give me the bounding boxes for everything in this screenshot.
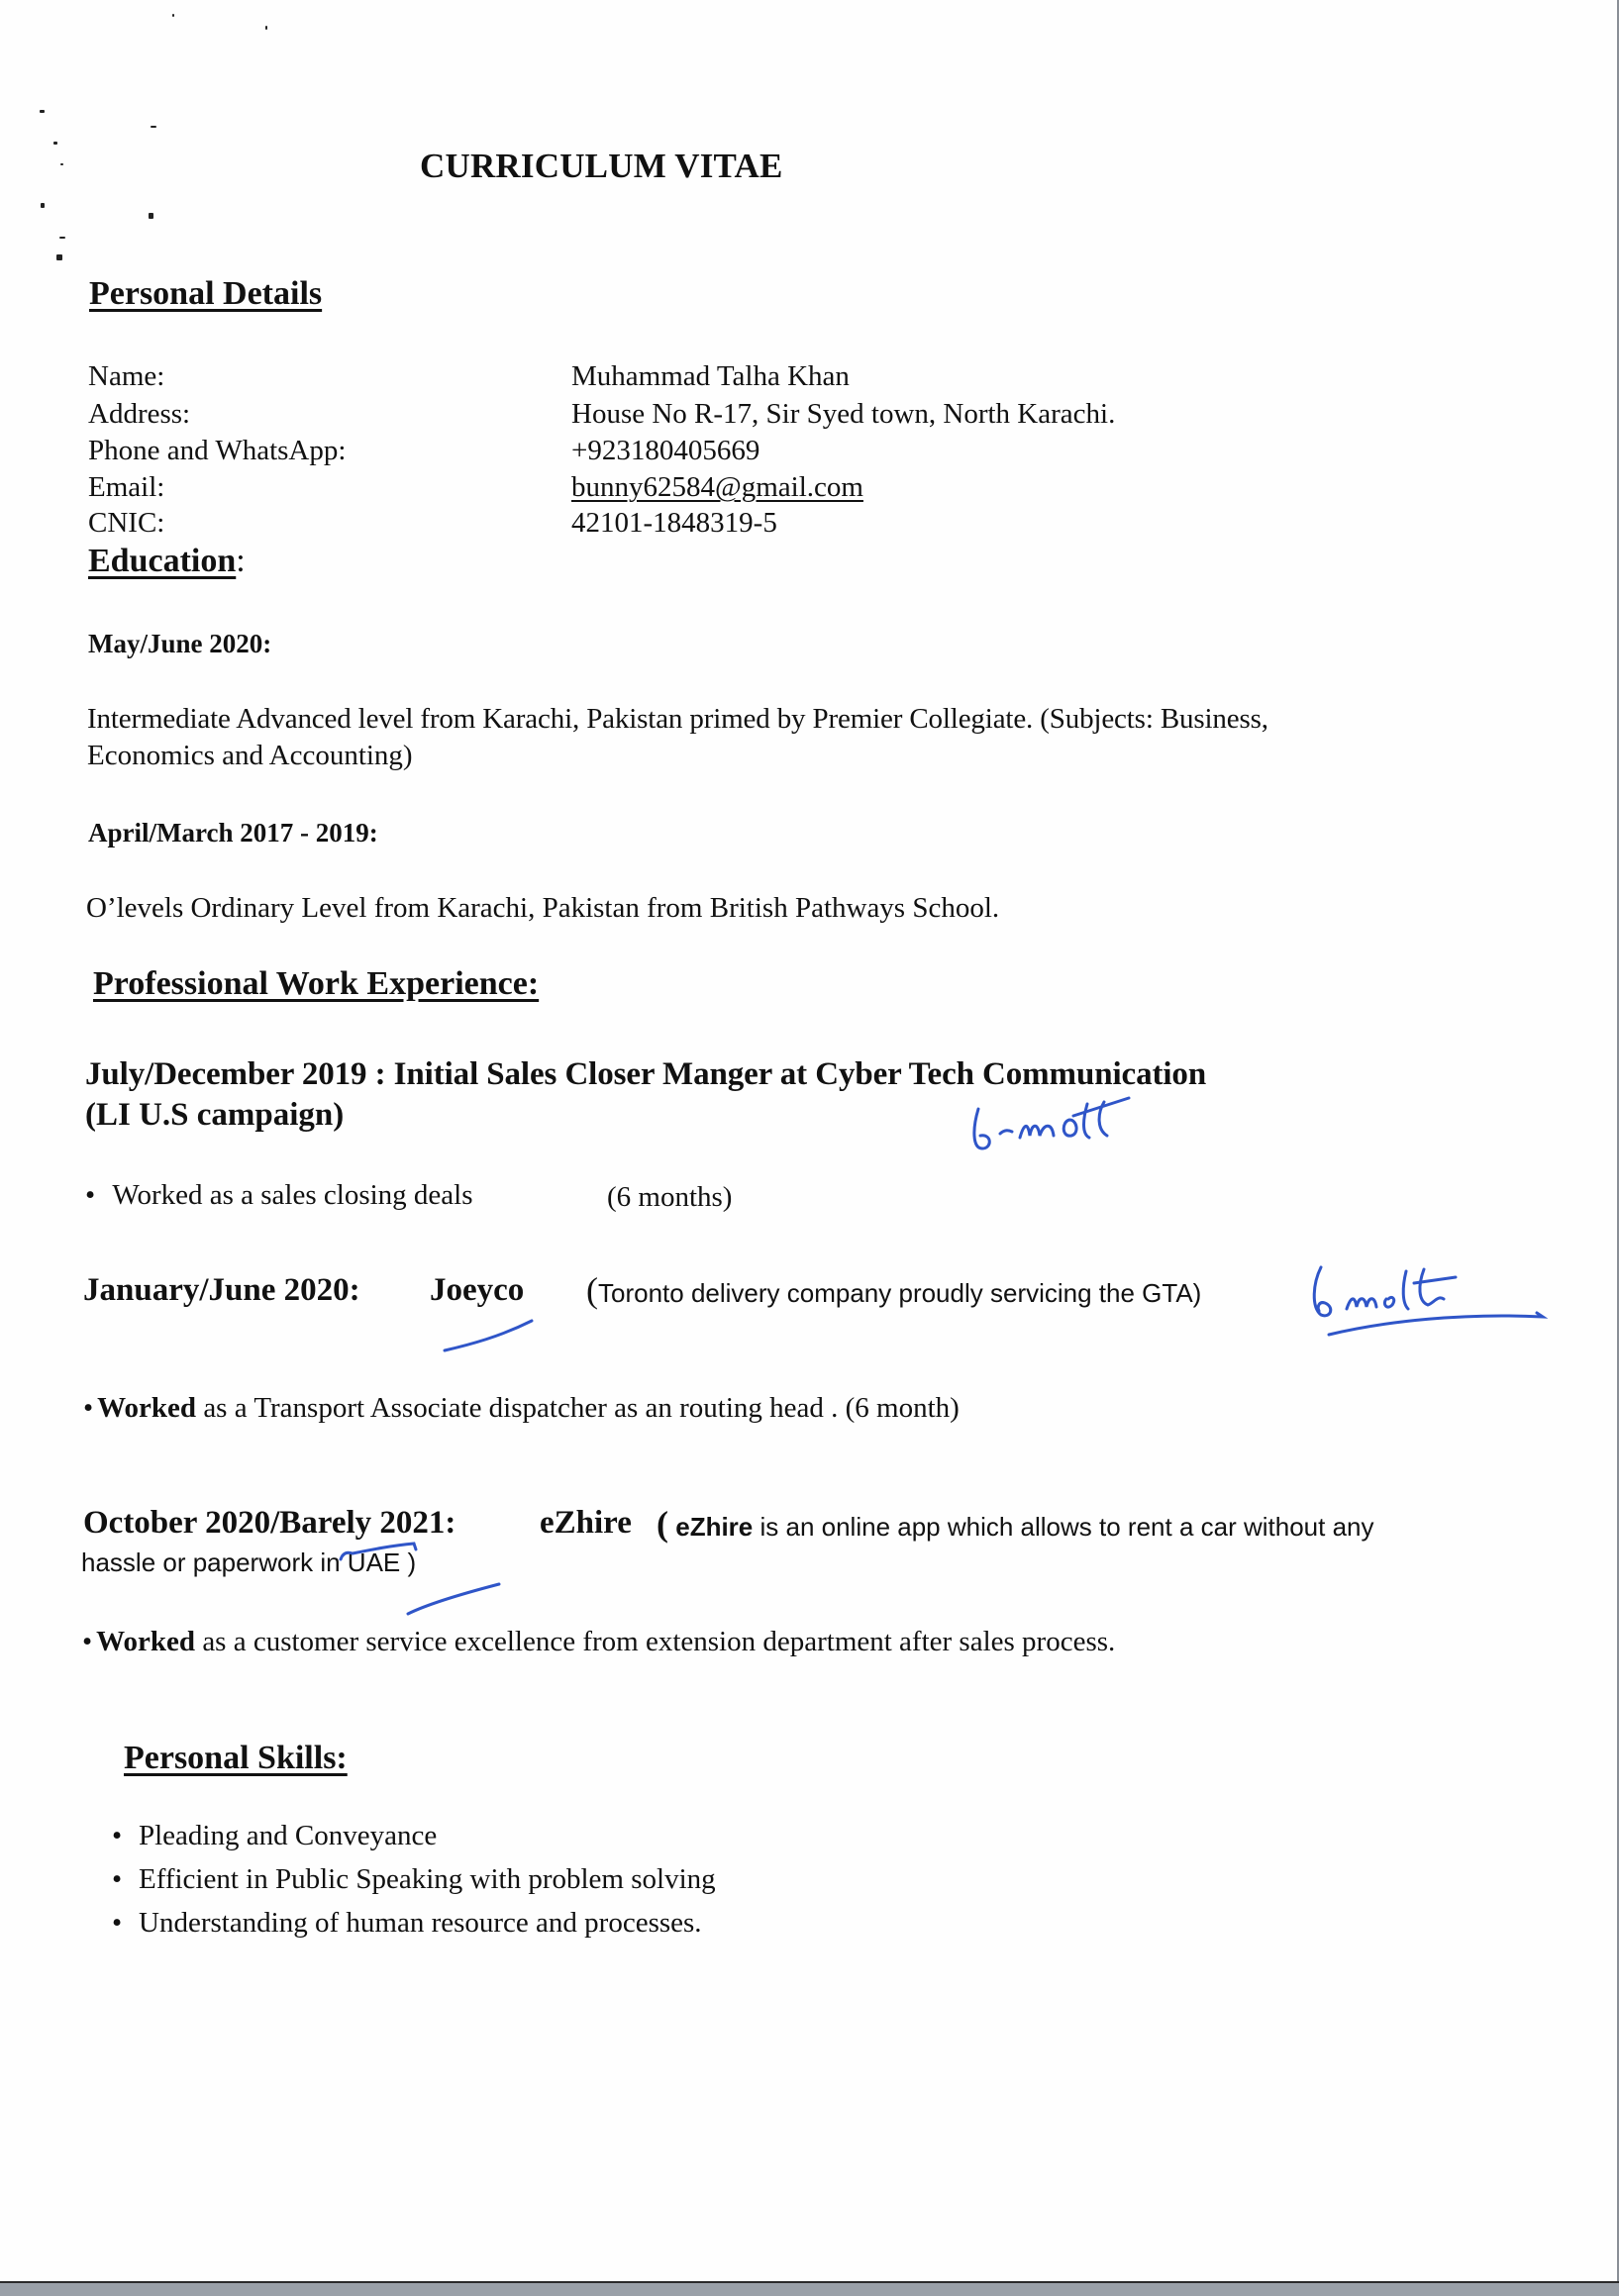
bullet-dot: • xyxy=(112,1907,123,1939)
cnic-value: 42101-1848319-5 xyxy=(571,507,777,539)
handwritten-note-6-months-2 xyxy=(1307,1259,1555,1344)
education-date-1: May/June 2020: xyxy=(88,629,272,658)
skill-text: Efficient in Public Speaking with problem solving xyxy=(139,1863,716,1895)
experience-2-paren: ( xyxy=(586,1270,598,1310)
experience-1-duration: (6 months) xyxy=(607,1181,733,1213)
education-desc-1-line-1: Intermediate Advanced level from Karachi, Pakistan primed by Premier Collegiate. (Subjects: Business, xyxy=(87,703,1268,735)
experience-2-bullet-bold: Worked xyxy=(97,1392,197,1424)
experience-2-description-text: Toronto delivery company proudly servicing the GTA) xyxy=(598,1278,1202,1308)
document-title: CURRICULUM VITAE xyxy=(420,147,783,185)
name-value: Muhammad Talha Khan xyxy=(571,360,850,392)
experience-1-bullet xyxy=(85,1181,473,1210)
experience-3-paren: ( xyxy=(657,1504,668,1544)
education-date-2: April/March 2017 - 2019: xyxy=(88,818,378,848)
education-heading xyxy=(88,545,246,578)
skill-item xyxy=(112,1814,716,1857)
bullet-dot: • xyxy=(112,1863,123,1895)
bullet-dot: • xyxy=(112,1820,123,1851)
experience-3-bullet xyxy=(82,1628,1115,1656)
experience-2-company: Joeyco xyxy=(430,1272,525,1308)
experience-2-description xyxy=(586,1272,1201,1308)
scan-speck xyxy=(60,163,63,165)
scan-speck xyxy=(59,237,65,239)
scan-speck xyxy=(151,126,156,128)
email-label: Email: xyxy=(88,471,165,503)
experience-3-company: eZhire xyxy=(540,1505,632,1541)
scan-speck xyxy=(172,14,174,17)
skill-text: Understanding of human resource and processes. xyxy=(139,1907,702,1939)
personal-details-heading: Personal Details xyxy=(89,275,323,312)
bullet-dot: • xyxy=(82,1626,93,1657)
experience-3-description xyxy=(657,1506,1374,1542)
skills-list xyxy=(112,1814,716,1945)
education-desc-2: O’levels Ordinary Level from Karachi, Pakistan from British Pathways School. xyxy=(86,892,1000,924)
experience-3-description-line-1: is an online app which allows to rent a car without any xyxy=(753,1512,1374,1542)
handwritten-note-6-months-1 xyxy=(970,1094,1139,1163)
skill-item xyxy=(112,1901,716,1945)
experience-3-date: October 2020/Barely 2021: xyxy=(83,1505,456,1541)
experience-2-bullet xyxy=(83,1394,960,1423)
handwritten-mark-barely xyxy=(333,1540,432,1574)
address-label: Address: xyxy=(88,398,191,430)
education-heading-text: Education xyxy=(88,543,237,579)
experience-2-date: January/June 2020: xyxy=(83,1272,360,1308)
education-heading-colon: : xyxy=(236,543,246,579)
address-value: House No R-17, Sir Syed town, North Karachi. xyxy=(571,398,1116,430)
cnic-label: CNIC: xyxy=(88,507,165,539)
scan-speck xyxy=(149,213,153,219)
experience-3-bullet-text: as a customer service excellence from extension department after sales process. xyxy=(195,1626,1116,1657)
experience-3-bullet-bold: Worked xyxy=(96,1626,196,1657)
skill-item xyxy=(112,1857,716,1901)
experience-heading: Professional Work Experience: xyxy=(93,965,540,1002)
scan-speck xyxy=(265,26,267,30)
experience-2-bullet-text: as a Transport Associate dispatcher as an routing head . (6 month) xyxy=(196,1392,960,1424)
scanner-edge-band xyxy=(0,2281,1619,2296)
scan-speck xyxy=(41,203,45,208)
handwritten-tick-joeyco xyxy=(441,1317,550,1361)
phone-value: +923180405669 xyxy=(571,435,760,466)
handwritten-tick-ezhire xyxy=(404,1580,503,1625)
experience-3-description-line-2: hassle or paperwork in UAE ) xyxy=(81,1547,417,1577)
education-desc-1-line-2: Economics and Accounting) xyxy=(87,740,413,771)
skill-text: Pleading and Conveyance xyxy=(139,1820,438,1851)
email-link[interactable]: bunny62584@gmail.com xyxy=(571,471,863,503)
bullet-dot: • xyxy=(83,1392,94,1424)
experience-1-header-line-2: (LI U.S campaign) xyxy=(85,1097,345,1133)
experience-1-bullet-text: Worked as a sales closing deals xyxy=(112,1179,473,1211)
skills-heading: Personal Skills: xyxy=(124,1740,348,1776)
experience-1-header-line-1: July/December 2019 : Initial Sales Closer Manger at Cyber Tech Communication xyxy=(85,1056,1207,1092)
name-label: Name: xyxy=(88,360,165,392)
scan-speck xyxy=(53,142,57,145)
scan-speck xyxy=(40,110,45,113)
scan-speck xyxy=(56,254,62,260)
bullet-dot: • xyxy=(85,1179,96,1211)
experience-3-desc-company: eZhire xyxy=(675,1512,754,1542)
phone-label: Phone and WhatsApp: xyxy=(88,435,347,466)
